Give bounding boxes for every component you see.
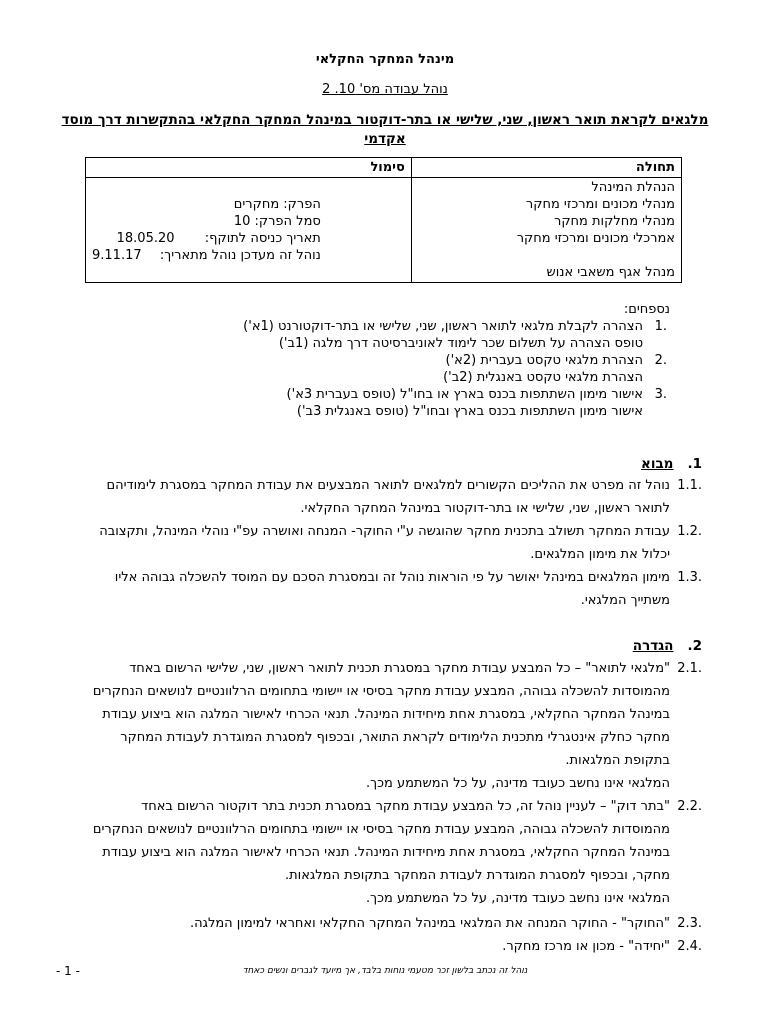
organization-name: מינהל המחקר החקלאי xyxy=(315,52,455,67)
symbol-header: סימול xyxy=(86,158,412,178)
section-1-item: 1.1. נוהל זה מפרט את ההליכים הקשורים למלגאים לתואר המבצעים את עבודת המחקר במסגרת לימודיהם לתואר ראשון, שני, שלישי או בתר-דוקטור במינהל המחקר החקלאי. xyxy=(106,478,702,516)
appendices-label: נספחים: xyxy=(623,302,670,317)
section-2-item: 2.2. "בתר דוק" – לעניין נוהל זה, כל המבצע עבודת מחקר במסגרת תכנית בתר דוקטור הרשום באחד מהמוסדות להשכלה גבוהה, המבצע עבודת מחקר בסיסי או יישומי בתחומים הרלוונטיים לנושאים הנחקרים במינהל המחקר החקלאי, במסגרת אחת מיחידות המינהל. תנאי הכרחי לאישור המלגה הוא ביצוע עבודת מחקר, ובכפוף למסגרת המוגדרת לעבודת המחקר בתקופת המלגאות. המלגאי אינו נחשב כעובד מדינה, על כל המשתמע מכך. xyxy=(92,799,702,906)
appendix-item: 3. אישור מימון השתתפות בכנס בארץ או בחו"ל (טופס בעברית 3א') אישור מימון השתתפות בכנס בארץ ובחו"ל (טופס באנגלית 3ב') xyxy=(286,387,667,419)
applicability-item: הנהלת המינהל xyxy=(591,180,675,195)
section-2-item: 2.4. "יחידה" - מכון או מרכז מחקר. xyxy=(502,939,702,954)
section-2-item: 2.3. "החוקר" - החוקר המנחה את המלגאי במינהל המחקר החקלאי ואחראי למימון המלגה. xyxy=(189,916,702,931)
applicability-item: מנהלי מכונים ומרכזי מחקר xyxy=(525,197,675,212)
applicability-item: אמרכלי מכונים ומרכזי מחקר xyxy=(516,231,675,246)
page-number: - 1 - xyxy=(56,964,80,978)
section-1-heading: 1.מבוא xyxy=(640,456,702,472)
applicability-item: מנהל אגף משאבי אנוש xyxy=(546,265,675,280)
appendices-list xyxy=(147,318,667,420)
effective-date: 18.05.20 xyxy=(116,231,175,246)
appendix-item: 2. הצהרת מלגאי טקסט בעברית (2א') הצהרת מלגאי טקסט באנגלית (2ב') xyxy=(443,353,667,385)
symbol-cell xyxy=(86,178,412,283)
footer-note: נוהל זה נכתב בלשון זכר מטעמי נוחות בלבד, אך מיועד לגברים ונשים כאחד xyxy=(242,966,528,976)
chapter-code: סמל הפרק: 10 xyxy=(233,214,321,229)
section-2-heading: 2.הגדרה xyxy=(632,638,702,654)
updates-row: נוהל זה מעדכן נוהל מתאריך: 9.11.17 xyxy=(92,248,321,263)
appendix-item: 1. הצהרה לקבלת מלגאי לתואר ראשון, שני, שלישי או בתר-דוקטורנט (1א') טופס הצהרה על תשלום שכר לימוד לאוניברסיטה דרך מלגה (1ב') xyxy=(243,319,667,351)
section-1-item: 1.3. מימון המלגאים במינהל יאושר על פי הוראות נוהל זה ובמסגרת הסכם עם המוסד להשכלה גבוהה אליו משתייך המלגאי. xyxy=(114,570,702,608)
document-title-line1: מלגאים לקראת תואר ראשון, שני, שלישי או בתר-דוקטור במינהל המחקר החקלאי בהתקשרות דרך מוסד xyxy=(61,112,709,128)
effective-date-row: תאריך כניסה לתוקף: 18.05.20 xyxy=(116,231,321,246)
applicability-item: מנהלי מחלקות מחקר xyxy=(554,214,675,229)
section-1-item: 1.2. עבודת המחקר תשולב בתכנית מחקר שהוגשה ע"י החוקר- המנחה ואושרה עפ"י נוהלי המינהל, ותקצובה יכלול את מימון המלגאים. xyxy=(99,524,702,562)
procedure-number: נוהל עבודה מס' 10. 2 xyxy=(322,82,448,97)
applicability-header: תחולה xyxy=(411,158,681,178)
section-2-item: 2.1. "מלגאי לתואר" – כל המבצע עבודת מחקר במסגרת תכנית לתואר ראשון, שני, שלישי הרשום באחד מהמוסדות להשכלה גבוהה, המבצע עבודת מחקר בסיסי או יישומי בתחומים הרלוונטיים לנושאים הנחקרים במינהל המחקר החקלאי, במסגרת אחת מיחידות המינהל. תנאי הכרחי לאישור המלגה הוא ביצוע עבודת מחקר כחלק אינטגרלי מתכנית הלימודים לקראת התואר, ובכפוף למסגרת המוגדרת לעבודת המחקר בתקופת המלגאות. המלגאי אינו נחשב כעובד מדינה, על כל המשתמע מכך. xyxy=(92,661,702,791)
chapter-name: הפרק: מחקרים xyxy=(233,197,321,212)
applicability-item xyxy=(418,247,675,264)
document-title-line2: אקדמי xyxy=(364,131,406,147)
applicability-cell xyxy=(411,178,681,283)
updates-date: 9.11.17 xyxy=(92,248,142,263)
applicability-table xyxy=(85,157,682,283)
